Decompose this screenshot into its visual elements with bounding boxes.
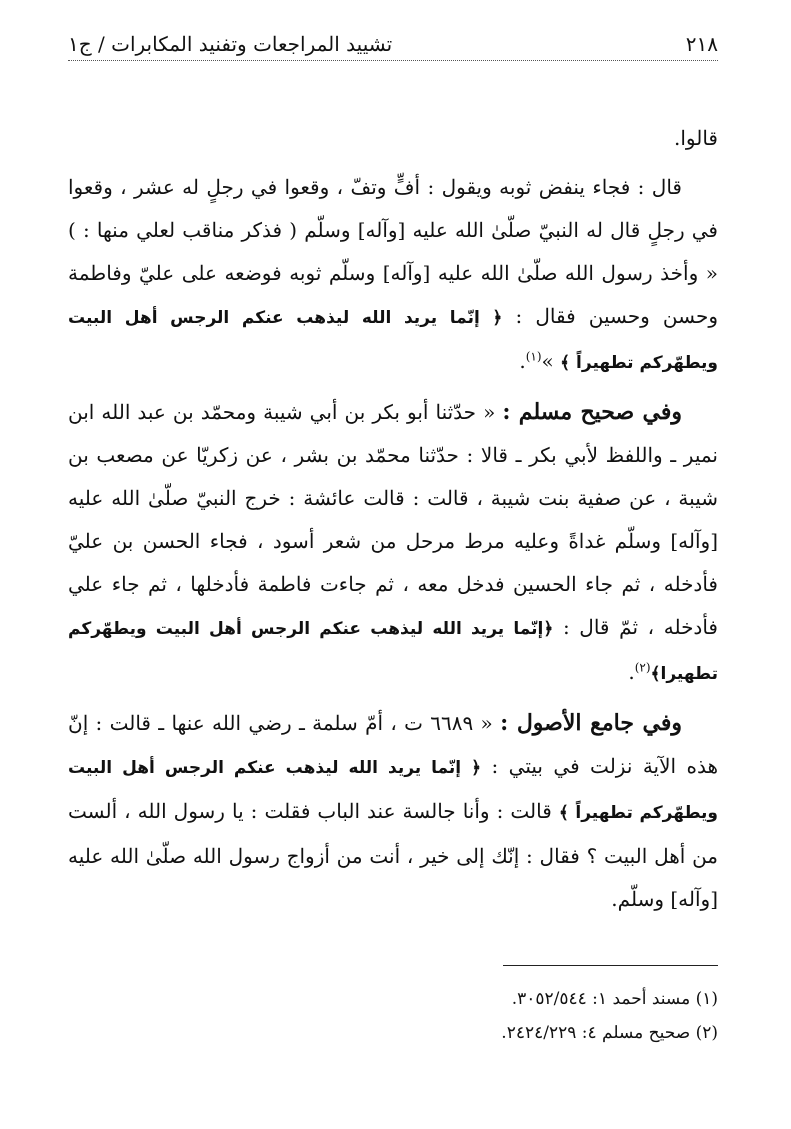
paragraph-1 bbox=[68, 117, 718, 160]
footnote-1: (١) مسند أحمد ١: ٣٠٥٢/٥٤٤. bbox=[511, 989, 718, 1009]
paragraph-2-text: قال : فجاء ينفض ثوبه ويقول : أفٍّ وتفّ ، وقعوا في رجلٍ له عشر ، وقعوا في رجلٍ قال له النبيّ صلّىٰ الله عليه [وآله] وسلّم ( فذكر مناقب لعلي منها : ) « وأخذ رسول الله صلّىٰ الله عليه [وآله] وسلّم ثوبه فوضعه على عليّ وفاطمة وحسن وحسين فقال : bbox=[68, 175, 719, 328]
running-title: تشييد المراجعات وتفنيد المكابرات / ج١ bbox=[68, 32, 393, 56]
paragraph-4 bbox=[68, 702, 718, 921]
footnote-ref-1: (١) bbox=[525, 349, 542, 364]
quran-verse-1: ﴿ إنّما يريد الله ليذهب عنكم الرجس أهل البيت ويطهّركم تطهيراً ﴾ bbox=[68, 308, 718, 373]
page-body bbox=[68, 117, 718, 921]
footnote-ref-2: (٢) bbox=[634, 660, 651, 675]
paragraph-4-text-b: قالت : وأنا جالسة عند الباب فقلت : يا رسول الله ، ألست من أهل البيت ؟ فقال : إنّك إلى خير ، أنت من أزواج رسول الله صلّىٰ الله عليه [وآله] وسلّم. bbox=[68, 799, 718, 911]
page-number: ٢١٨ bbox=[685, 32, 718, 56]
footnote-2: (٢) صحيح مسلم ٤: ٢٤٢٤/٢٢٩. bbox=[501, 1023, 718, 1043]
paragraph-3 bbox=[68, 391, 718, 696]
footnotes bbox=[68, 982, 718, 1050]
footnote-divider bbox=[503, 965, 718, 966]
paragraph-2 bbox=[68, 166, 718, 385]
quran-verse-3: ﴿ إنّما يريد الله ليذهب عنكم الرجس أهل البيت ويطهّركم تطهيراً ﴾ bbox=[68, 758, 718, 823]
book-page bbox=[68, 30, 718, 1100]
paragraph-1-text: قالوا. bbox=[674, 126, 718, 150]
paragraph-3-lead: وفي صحيح مسلم : bbox=[502, 399, 682, 425]
quran-verse-2: ﴿إنّما يريد الله ليذهب عنكم الرجس أهل البيت ويطهّركم تطهيرا﴾ bbox=[68, 619, 718, 684]
paragraph-2-close-quote: » bbox=[541, 349, 554, 373]
paragraph-3-text: « حدّثنا أبو بكر بن أبي شيبة ومحمّد بن عبد الله ابن نمير ـ واللفظ لأبي بكر ـ قالا : حدّثنا محمّد بن بشر ، عن زكريّا عن مصعب بن شيبة ، عن صفية بنت شيبة ، قالت : قالت عائشة : خرج النبيّ صلّىٰ الله عليه [وآله] وسلّم غداةً وعليه مرط مرحل من شعر أسود ، فجاء الحسن بن عليّ فأدخله ، ثم جاء الحسين فدخل معه ، ثم جاءت فاطمة فأدخلها ، ثم جاء علي فأدخله ، ثمّ قال : bbox=[68, 400, 719, 639]
paragraph-2-tail: . bbox=[519, 349, 526, 373]
paragraph-4-text: « ٦٦٨٩ ت ، أمّ سلمة ـ رضي الله عنها ـ قالت : إنّ هذه الآية نزلت في بيتي : bbox=[68, 711, 719, 778]
page-header bbox=[68, 30, 718, 61]
paragraph-3-tail: . bbox=[628, 660, 635, 684]
paragraph-4-lead: وفي جامع الأصول : bbox=[500, 710, 683, 736]
